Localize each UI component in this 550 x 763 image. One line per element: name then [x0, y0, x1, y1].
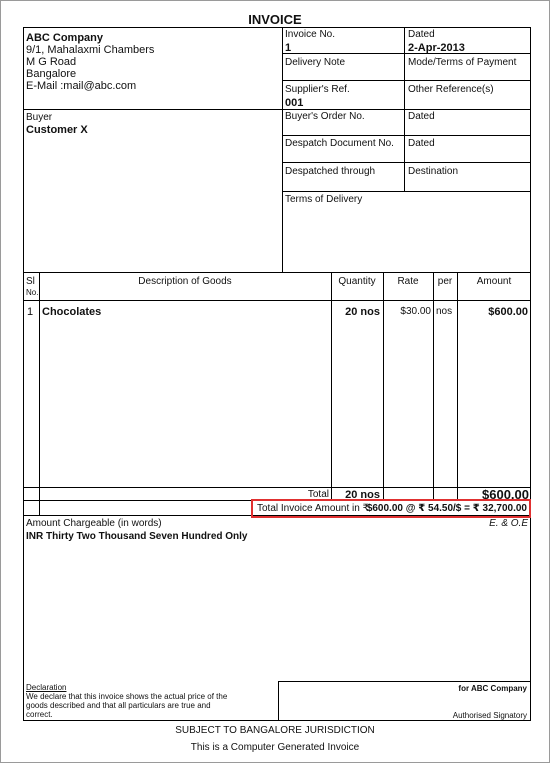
total-quantity: 20 nos [345, 489, 380, 501]
col-no: No. [26, 288, 39, 297]
despatch-dated-label: Dated [408, 138, 435, 149]
header-divider [282, 27, 283, 272]
invoice-no-value: 1 [285, 42, 292, 54]
order-dated-label: Dated [408, 111, 435, 122]
dated-label: Dated [408, 29, 435, 40]
row-sl: 1 [27, 306, 34, 318]
seller-address-line: 9/1, Mahalaxmi Chambers [26, 44, 155, 56]
terms-delivery-label: Terms of Delivery [285, 194, 363, 205]
seller-buyer-divider [23, 109, 531, 110]
row-per: nos [436, 306, 453, 317]
destination-label: Destination [408, 166, 459, 177]
for-company: for ABC Company [458, 684, 527, 693]
col-amount: Amount [476, 276, 512, 287]
suppliers-ref-label: Supplier's Ref. [285, 84, 350, 95]
row-amount: $600.00 [488, 306, 528, 318]
total-amount: $600.00 [482, 487, 529, 502]
buyers-order-label: Buyer's Order No. [285, 111, 365, 122]
invoice-title: INVOICE [248, 12, 302, 27]
amount-words-value: INR Thirty Two Thousand Seven Hundred Only [26, 531, 248, 542]
col-sl: Sl [26, 276, 35, 287]
dated-value: 2-Apr-2013 [408, 42, 465, 54]
delivery-note-label: Delivery Note [285, 57, 346, 68]
buyer-label: Buyer [26, 112, 53, 123]
invoice-frame [23, 27, 531, 721]
col-rate: Rate [397, 276, 419, 287]
declaration-line: goods described and that all particulars are true and [26, 701, 211, 710]
mode-terms-label: Mode/Terms of Payment [408, 57, 517, 68]
total-invoice-calc: $600.00 @ ₹ 54.50/$ = ₹ 32,700.00 [366, 503, 527, 514]
col-per: per [437, 276, 453, 287]
table-body-bottom [23, 487, 531, 488]
row-description: Chocolates [42, 306, 102, 318]
table-header-line [23, 300, 531, 301]
col-quantity: Quantity [338, 276, 376, 287]
invoice-no-label: Invoice No. [285, 29, 336, 40]
col-description: Description of Goods [138, 276, 232, 287]
seller-address-line: M G Road [26, 56, 77, 68]
total-invoice-label: Total Invoice Amount in ₹ [257, 503, 369, 514]
seller-address-line: Bangalore [26, 68, 77, 80]
eoe-text: E. & O.E [489, 518, 528, 529]
computer-generated-text: This is a Computer Generated Invoice [190, 742, 360, 753]
despatched-through-label: Despatched through [285, 166, 376, 177]
authorised-signatory: Authorised Signatory [452, 711, 527, 720]
row-quantity: 20 nos [345, 306, 380, 318]
highlight-box [251, 499, 531, 518]
other-refs-label: Other Reference(s) [408, 84, 494, 95]
suppliers-ref-value: 001 [285, 97, 304, 109]
table-top-line [23, 272, 531, 273]
jurisdiction-text: SUBJECT TO BANGALORE JURISDICTION [175, 725, 375, 736]
row-rate: $30.00 [400, 306, 431, 317]
declaration-title: Declaration [26, 683, 67, 692]
declaration-line: correct. [26, 710, 53, 719]
declaration-line: We declare that this invoice shows the actual price of the [26, 692, 228, 701]
total-label: Total [307, 489, 329, 500]
buyer-name: Customer X [26, 124, 88, 136]
seller-name: ABC Company [26, 32, 104, 44]
seller-email: E-Mail :mail@abc.com [26, 80, 137, 92]
despatch-doc-label: Despatch Document No. [285, 138, 394, 149]
amount-words-label: Amount Chargeable (in words) [26, 518, 162, 529]
